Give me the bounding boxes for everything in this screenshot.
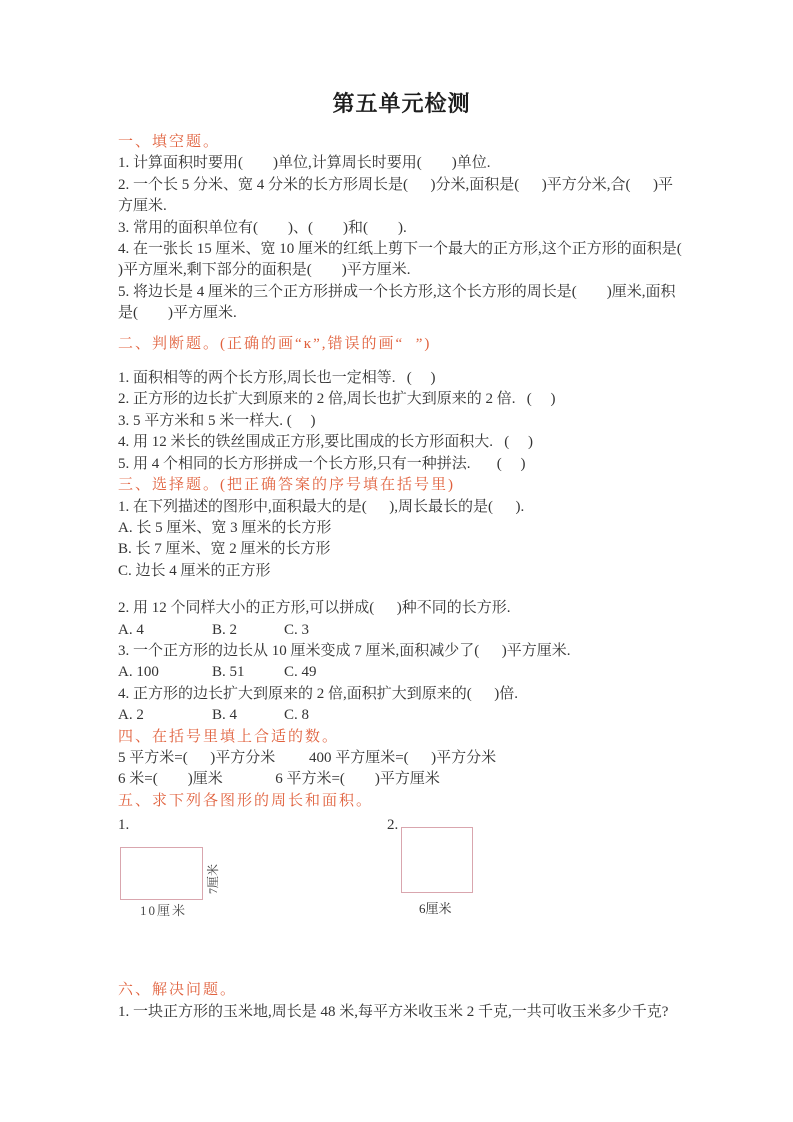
rectangle-height-label: 7厘米 — [206, 864, 220, 895]
section-heading-solve: 六、解决问题。 — [118, 982, 238, 999]
option-label: A. 2 — [118, 707, 144, 724]
shape-figures — [118, 814, 685, 932]
figure2-number: 2. — [387, 817, 399, 834]
solve-question-1: 1. 一块正方形的玉米地,周长是 48 米,每平方米收玉米 2 千克,一共可收玉米多少千克? — [118, 1003, 669, 1020]
option-label: B. 51 — [212, 664, 245, 681]
square-side-label: 6厘米 — [419, 901, 452, 917]
choice-q2-options — [118, 620, 685, 641]
rectangle-shape — [120, 847, 203, 900]
section-heading-fill: 一、填空题。 — [118, 134, 221, 150]
section-heading-judge: 二、判断题。(正确的画“ĸ”,错误的画“ ”) — [118, 335, 432, 352]
choice-question-3: 3. 一个正方形的边长从 10 厘米变成 7 厘米,面积减少了( )平方厘米. — [118, 642, 571, 659]
fill-question-5: 5. 将边长是 4 厘米的三个正方形拼成一个长方形,这个长方形的周长是( )厘米,面积是( )平方厘米. — [118, 283, 676, 322]
choice-question-2: 2. 用 12 个同样大小的正方形,可以拼成( )种不同的长方形. — [118, 600, 511, 617]
option-label: C. 8 — [284, 707, 310, 724]
blank-line — [118, 582, 685, 598]
option-label: B. 2 — [212, 621, 238, 638]
judge-question-2: 2. 正方形的边长扩大到原来的 2 倍,周长也扩大到原来的 2 倍. ( ) — [118, 391, 556, 408]
fill-question-4: 4. 在一张长 15 厘米、宽 10 厘米的红纸上剪下一个最大的正方形,这个正方形的面积是( )平方厘米,剩下部分的面积是( )平方厘米. — [118, 241, 712, 279]
judge-question-1: 1. 面积相等的两个长方形,周长也一定相等. ( ) — [118, 370, 436, 387]
choice-question-4: 4. 正方形的边长扩大到原来的 2 倍,面积扩大到原来的( )倍. — [118, 685, 518, 702]
section-heading-shapes: 五、求下列各图形的周长和面积。 — [118, 792, 374, 809]
choice-q4-options — [118, 705, 685, 726]
fill-question-2: 2. 一个长 5 分米、宽 4 分米的长方形周长是( )分米,面积是( )平方分米,合( )平方厘米. — [118, 176, 673, 215]
page-title: 第五单元检测 — [332, 91, 471, 116]
option-label: C. 49 — [284, 664, 317, 681]
figure1-number: 1. — [118, 817, 130, 834]
judge-question-5: 5. 用 4 个相同的长方形拼成一个长方形,只有一种拼法. ( ) — [118, 455, 526, 472]
option-label: A. 4 — [118, 621, 144, 638]
fill-question-1: 1. 计算面积时要用( )单位,计算周长时要用( )单位. — [118, 155, 491, 172]
unit-conversion-row-1: 5 平方米=( )平方分米 400 平方厘米=( )平方分米 — [118, 749, 497, 766]
square-shape — [401, 827, 473, 893]
judge-question-4: 4. 用 12 米长的铁丝围成正方形,要比围成的长方形面积大. ( ) — [118, 434, 533, 451]
choice-q1-option-c: C. 边长 4 厘米的正方形 — [118, 562, 271, 579]
fill-question-3: 3. 常用的面积单位有( )、( )和( ). — [118, 219, 407, 236]
section-heading-units: 四、在括号里填上合适的数。 — [118, 728, 340, 745]
option-label: A. 100 — [118, 664, 159, 681]
section-heading-choice: 三、选择题。(把正确答案的序号填在括号里) — [118, 477, 455, 494]
choice-q1-option-a: A. 长 5 厘米、宽 3 厘米的长方形 — [118, 519, 332, 536]
judge-question-3: 3. 5 平方米和 5 米一样大. ( ) — [118, 412, 316, 429]
option-label: C. 3 — [284, 621, 310, 638]
choice-question-1: 1. 在下列描述的图形中,面积最大的是( ),周长最长的是( ). — [118, 498, 525, 515]
choice-q3-options — [118, 662, 685, 683]
option-label: B. 4 — [212, 707, 238, 724]
choice-q1-option-b: B. 长 7 厘米、宽 2 厘米的长方形 — [118, 541, 331, 558]
unit-conversion-row-2: 6 米=( )厘米 6 平方米=( )平方厘米 — [118, 771, 440, 788]
rectangle-width-label: 10厘米 — [140, 903, 188, 919]
